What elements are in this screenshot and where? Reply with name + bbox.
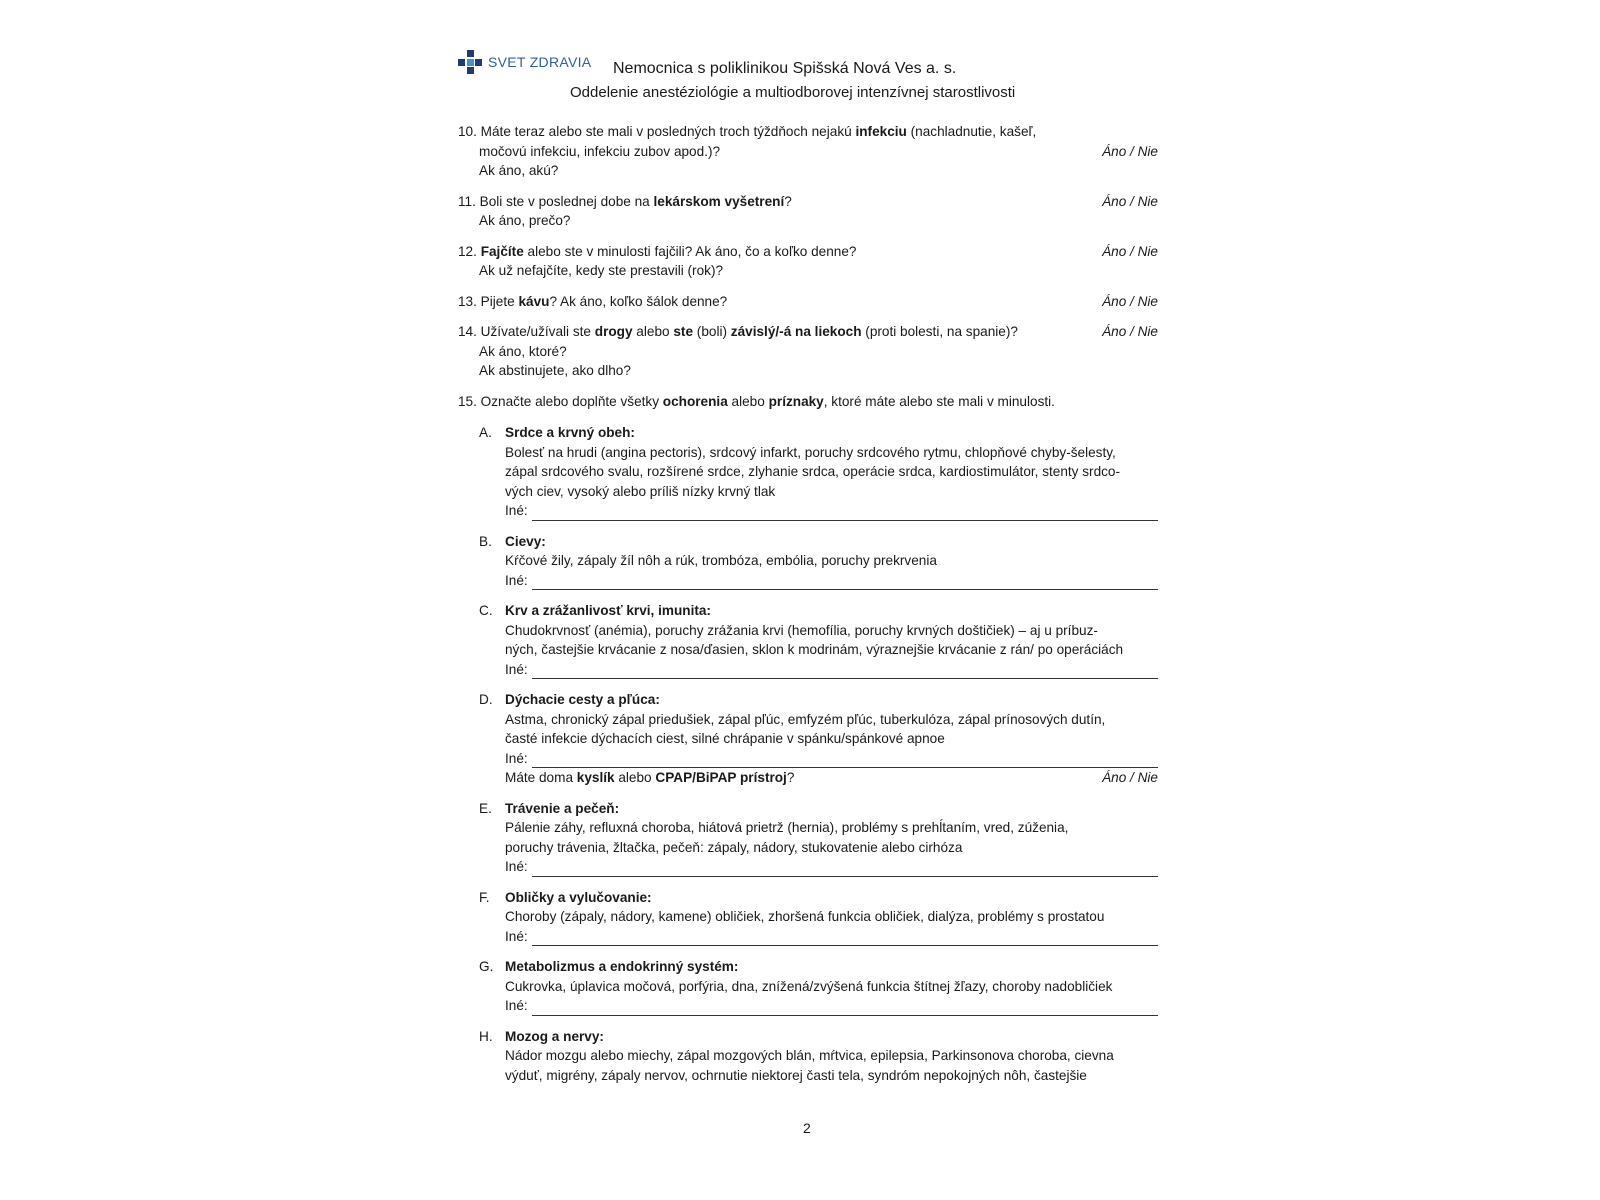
other-label: Iné: xyxy=(505,859,528,874)
oxygen-keyword: kyslík xyxy=(576,770,615,785)
q14-line2: Ak áno, ktoré? xyxy=(479,343,567,359)
other-field[interactable] xyxy=(532,506,1158,521)
q14-keyword-ste: ste xyxy=(673,324,694,339)
header xyxy=(458,44,1158,106)
other-field[interactable] xyxy=(532,575,1158,590)
hospital-name: Nemocnica s poliklinikou Spišská Nová Ves a. s. xyxy=(613,60,957,77)
section-title: Cievy: xyxy=(505,533,546,549)
q14-text: 14. Užívate/užívali ste xyxy=(458,324,595,339)
section-title: Krv a zrážanlivosť krvi, imunita: xyxy=(505,603,711,618)
q14-keyword-drugs: drogy xyxy=(594,324,633,339)
cross-logo-icon xyxy=(458,50,482,74)
q11-line2: Ak áno, prečo? xyxy=(479,213,571,228)
q15-text: 15. Označte alebo doplňte všetky xyxy=(458,393,663,409)
q11-answer[interactable]: Áno / Nie xyxy=(1102,193,1158,209)
q14-text-3: (boli) xyxy=(693,324,731,339)
q12-answer[interactable]: Áno / Nie xyxy=(1102,243,1158,259)
section-letter: G. xyxy=(479,959,494,974)
q11-text: 11. Boli ste v poslednej dobe na xyxy=(458,193,654,209)
other-label: Iné: xyxy=(505,928,528,944)
q11-text-end: ? xyxy=(784,193,792,209)
q13-text-end: ? Ak áno, koľko šálok denne? xyxy=(549,293,728,309)
section-e xyxy=(458,799,1158,877)
section-title: Dýchacie cesty a pľúca: xyxy=(505,692,660,707)
q14-text-4: (proti bolesti, na spanie)? xyxy=(861,324,1018,339)
q12-line2: Ak už nefajčíte, kedy ste prestavili (rok)? xyxy=(479,263,724,278)
section-text: Nádor mozgu alebo miechy, zápal mozgových blán, mŕtvica, epilepsia, Parkinsonova choroba, cievna xyxy=(505,1048,1114,1063)
question-14 xyxy=(458,322,1158,381)
section-text: ných, častejšie krvácanie z nosa/ďasien, sklon k modrinám, výraznejšie krvácanie z rán/ po operáciách xyxy=(505,642,1124,657)
q10-keyword: infekciu xyxy=(855,124,907,139)
section-text: Astma, chronický zápal priedušiek, zápal pľúc, emfyzém pľúc, tuberkulóza, zápal prínosových dutín, xyxy=(505,711,1106,727)
logo-text: SVET ZDRAVIA xyxy=(488,54,592,70)
other-label: Iné: xyxy=(505,750,528,766)
section-title: Metabolizmus a endokrinný systém: xyxy=(505,959,739,974)
section-text: Pálenie záhy, refluxná choroba, hiátová prietrž (hernia), problémy s prehĺtaním, vred, zúženia, xyxy=(505,820,1069,835)
q15-keyword-diseases: ochorenia xyxy=(662,393,728,409)
q15-text-3: , ktoré máte alebo ste mali v minulosti. xyxy=(823,393,1055,409)
section-text: Choroby (zápaly, nádory, kamene) obličiek, zhoršená funkcia obličiek, dialýza, problémy s prostatou xyxy=(505,909,1105,924)
section-text: zápal srdcového svalu, rozšírené srdce, zlyhanie srdca, operácie srdca, kardiostimulátor, stenty srdco- xyxy=(505,464,1121,479)
q15-text-2: alebo xyxy=(727,393,769,409)
q11-keyword: lekárskom vyšetrení xyxy=(653,193,785,209)
department-name: Oddelenie anestéziológie a multiodborovej intenzívnej starostlivosti xyxy=(570,84,1016,101)
q12-number: 12. xyxy=(458,243,481,259)
other-label: Iné: xyxy=(505,572,528,588)
q12-keyword: Fajčíte xyxy=(480,243,524,259)
section-a xyxy=(458,423,1158,521)
q12-text: alebo ste v minulosti fajčili? Ak áno, čo a koľko denne? xyxy=(523,243,857,259)
section-title: Mozog a nervy: xyxy=(505,1028,604,1044)
section-text: časté infekcie dýchacích ciest, silné chrápanie v spánku/spánkové apnoe xyxy=(505,731,945,746)
oxygen-question: Máte doma kyslík alebo CPAP/BiPAP prístroj? Áno / Nie xyxy=(505,768,1158,788)
section-g xyxy=(458,957,1158,1016)
section-text: výduť, migrény, zápaly nervov, ochrnutie niektorej časti tela, syndróm nepokojných nôh, častejšie xyxy=(505,1067,1087,1083)
section-text: vých ciev, vysoký alebo príliš nízky krvný tlak xyxy=(505,483,776,499)
section-letter: D. xyxy=(479,692,493,707)
q10-text: 10. Máte teraz alebo ste mali v posledných troch týždňoch nejakú xyxy=(458,124,856,139)
section-letter: C. xyxy=(479,603,493,618)
other-label: Iné: xyxy=(505,661,528,677)
section-title: Trávenie a pečeň: xyxy=(505,800,620,816)
section-letter: E. xyxy=(479,800,492,816)
question-13 xyxy=(458,292,1158,312)
other-field[interactable] xyxy=(532,1001,1158,1016)
section-letter: A. xyxy=(479,425,492,440)
question-12 xyxy=(458,242,1158,281)
q13-keyword: kávu xyxy=(518,293,550,309)
section-c xyxy=(458,601,1158,679)
cpap-keyword: CPAP/BiPAP prístroj xyxy=(655,770,787,785)
question-11 xyxy=(458,192,1158,231)
q15-keyword-symptoms: príznaky xyxy=(768,393,824,409)
q14-line3: Ak abstinujete, ako dlho? xyxy=(479,363,631,378)
other-label: Iné: xyxy=(505,998,528,1013)
other-field[interactable] xyxy=(532,862,1158,877)
q14-answer[interactable]: Áno / Nie xyxy=(1102,324,1158,339)
section-d xyxy=(458,690,1158,788)
q14-keyword-dependence: závislý/-á na liekoch xyxy=(730,324,862,339)
q14-text-2: alebo xyxy=(632,324,674,339)
other-label: Iné: xyxy=(505,503,528,518)
q10-line3: Ak áno, akú? xyxy=(479,163,559,178)
logo xyxy=(458,50,591,74)
document-page xyxy=(458,44,1158,1096)
q10-line2: močovú infekciu, infekciu zubov apod.)? xyxy=(479,143,721,159)
other-field[interactable] xyxy=(532,931,1158,946)
other-field[interactable] xyxy=(532,753,1158,768)
section-text: Chudokrvnosť (anémia), poruchy zrážania krvi (hemofília, poruchy krvných doštičiek) – aj u príbuz- xyxy=(505,622,1098,638)
question-15 xyxy=(458,392,1158,412)
section-title: Obličky a vylučovanie: xyxy=(505,889,652,905)
section-text: Kŕčové žily, zápaly žíl nôh a rúk, trombóza, embólia, poruchy prekrvenia xyxy=(505,553,937,568)
section-h xyxy=(458,1027,1158,1086)
section-text: Bolesť na hrudi (angina pectoris), srdcový infarkt, poruchy srdcového rytmu, chlopňové chyby-šelesty, xyxy=(505,444,1116,460)
question-10 xyxy=(458,122,1158,181)
other-field[interactable] xyxy=(532,664,1158,679)
oxygen-answer[interactable]: Áno / Nie xyxy=(1102,770,1158,785)
section-f xyxy=(458,888,1158,947)
q10-text-end: (nachladnutie, kašeľ, xyxy=(906,124,1037,139)
q10-answer[interactable]: Áno / Nie xyxy=(1102,143,1158,159)
section-text: poruchy trávenia, žltačka, pečeň: zápaly, nádory, stukovatenie alebo cirhóza xyxy=(505,839,963,855)
section-title: Srdce a krvný obeh: xyxy=(505,425,635,440)
section-letter: F. xyxy=(479,889,490,905)
page-number: 2 xyxy=(803,1120,811,1136)
section-letter: B. xyxy=(479,533,492,549)
q13-text: 13. Pijete xyxy=(458,293,519,309)
section-text: Cukrovka, úplavica močová, porfýria, dna, znížená/zvýšená funkcia štítnej žľazy, choroby nadobličiek xyxy=(505,978,1113,994)
section-letter: H. xyxy=(479,1028,493,1044)
q13-answer[interactable]: Áno / Nie xyxy=(1102,293,1158,309)
section-b xyxy=(458,532,1158,591)
